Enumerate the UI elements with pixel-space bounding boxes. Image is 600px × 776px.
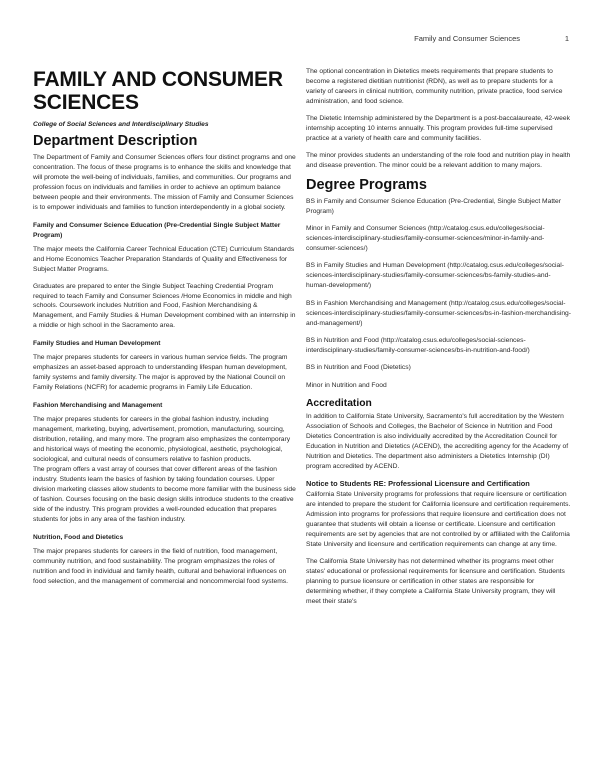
dietetics-concentration-text: The optional concentration in Dietetics meets requirements that prepare students to become a registered dietitian nutritionist (RDN), as well as to prepare students for a variety of careers in clinical nutrition, community nutrition, private practice, food service administration, and food science. (306, 68, 563, 105)
fcse-paragraph-2: Graduates are prepared to enter the Single Subject Teaching Credential Program required to teach Family and Consumer Sciences /Home Economics in middle and high schools. Coursework includes Nutrition and Food, Fashion Merchandising & Management, and Family Studies & Human Development combined with an internship in a middle or high school in the Sacramento area. (33, 282, 296, 330)
notice-paragraph-2: The California State University has not determined whether its programs meet other states' educational or professional requirements for licensure and certification. Students planning to pursue licensure or certification in other states are responsible for determining whether, if they complete a California State University program, they will meet their state's (306, 557, 565, 605)
program-item[interactable]: Minor in Family and Consumer Sciences (http://catalog.csus.edu/colleges/social-sciences-interdisciplinary-studies/family-consumer-sciences/minor-in-family-and-consumer-sciences/) (306, 224, 545, 252)
fcse-paragraph-1: The major meets the California Career Technical Education (CTE) Curriculum Standards and Home Economics Teacher Preparation Standards of Quality and Effectiveness for Subject Matter Programs. (33, 245, 295, 273)
page-title (33, 68, 296, 114)
college-name: College of Social Sciences and Interdisciplinary Studies (33, 121, 209, 128)
fmm-heading: Fashion Merchandising and Management (33, 402, 163, 410)
fmm-paragraph-2: The program offers a vast array of courses that cover different areas of the fashion industry. Students learn the basics of fashion by taking foundation courses. Upper division marketing classes allow students to become more familiar with the business side of fashion. Courses focusing on the basic design skills introduce students to the creative side of the industry. This program provides a well-rounded education that prepares students for jobs in any area of the fashion industry. (33, 465, 296, 523)
page-title-line-1: FAMILY AND CONSUMER (33, 68, 283, 91)
nfd-paragraph: The major prepares students for careers in the field of nutrition, food management, community nutrition, and food sustainability. The program emphasizes the roles of nutrition and food in individual and family health, cultural and behavioral influences on food selection, and the management of commercial and noncommercial food systems. (33, 547, 288, 585)
department-description-heading: Department Description (33, 133, 198, 149)
notice-heading: Notice to Students RE: Professional Licensure and Certification (306, 479, 530, 489)
notice-paragraph-1: California State University programs for professions that require licensure or certification are intended to prepare the student for California licensure and certification requirements. Admission into programs for professions that require licensure and certification does not guarantee that students will obtain a license or certificate. Licensure and certification requirements are set by agencies that are not controlled by or affiliated with the California State University and licensure and certification requirements can change at any time. (306, 491, 571, 548)
program-item[interactable]: BS in Nutrition and Food (Dietetics) (306, 364, 411, 372)
fcse-heading: Family and Consumer Science Education (Pre-Credential Single Subject Matter Program) (33, 221, 281, 239)
left-column (33, 68, 296, 593)
fshd-heading: Family Studies and Human Development (33, 340, 161, 348)
page-title-line-2: SCIENCES (33, 91, 139, 114)
program-item[interactable]: BS in Family Studies and Human Development (http://catalog.csus.edu/colleges/social-sciences-interdisciplinary-studies/family-consumer-sciences/bs-family-studies-and-human-development/) (306, 262, 564, 290)
right-column (306, 67, 571, 614)
program-item[interactable]: Minor in Nutrition and Food (306, 381, 387, 389)
fmm-paragraph-1: The major prepares students for careers in the global fashion industry, including management, marketing, buying, advertisement, promotion, manufacturing, sourcing, distribution, retailing, and many more. The program also emphasizes the contemporary and historical ways of meeting the economic, physiological, aesthetic, psychological, sociological, and cultural needs of consumers relative to fashion products. (33, 416, 291, 463)
dietetic-internship-text: The Dietetic Internship administered by the Department is a post-baccalaureate, 42-week internship accepting 10 interns annually. This program provides full-time supervised practice at a variety of health care and community facilities. (306, 114, 570, 142)
program-item[interactable]: BS in Family and Consumer Science Education (Pre-Credential, Single Subject Matter Program) (306, 197, 561, 215)
nfd-heading: Nutrition, Food and Dietetics (33, 533, 124, 541)
page-number: 1 (564, 34, 569, 43)
department-description-text: The Department of Family and Consumer Sciences offers four distinct programs and one concentration. The focus of these programs is to enhance the skills and knowledge that will promote the well-being of individuals, families, and communities. Our programs and profession focus on individuals and families in order to achieve an optimum balance between people and their environments. The mission of Family and Consumer Sciences is to empower individuals and families to function interdependently in a global society. (33, 154, 296, 211)
running-title: Family and Consumer Sciences (414, 34, 520, 43)
fshd-paragraph: The major prepares students for careers in various human service fields. The program emphasizes an asset-based approach to understanding lifespan human development, family systems and family diversity. The major is approved by the National Council on Family Relations (NCFR) for academic programs in Family Life Education. (33, 354, 288, 392)
accreditation-text: In addition to California State University, Sacramento's full accreditation by the Western Association of Schools and Colleges, the Bachelor of Science in Nutrition and Food Dietetics Concentration is also individually accredited by the Accreditation Council for Education in Nutrition and Dietetics (ACEND), the accrediting agency for the Academy of Nutrition and Dietetics. The department also administers a Dietetics Internship (DI) program accredited by ACEND. (306, 413, 569, 471)
degree-programs-heading: Degree Programs (306, 176, 427, 193)
accreditation-heading: Accreditation (306, 398, 372, 410)
program-item[interactable]: BS in Nutrition and Food (http://catalog.csus.edu/colleges/social-sciences-interdisciplinary-studies/family-consumer-sciences/bs-in-nutrition-and-food/) (306, 337, 530, 355)
page-header (0, 34, 600, 48)
program-item[interactable]: BS in Fashion Merchandising and Management (http://catalog.csus.edu/colleges/social-sciences-interdisciplinary-studies/family-consumer-sciences/bs-in-fashion-merchandising-and-management/) (306, 299, 571, 327)
minor-text: The minor provides students an understanding of the role food and nutrition play in health and disease prevention. The minor could be a relevant addition to many majors. (306, 151, 571, 169)
